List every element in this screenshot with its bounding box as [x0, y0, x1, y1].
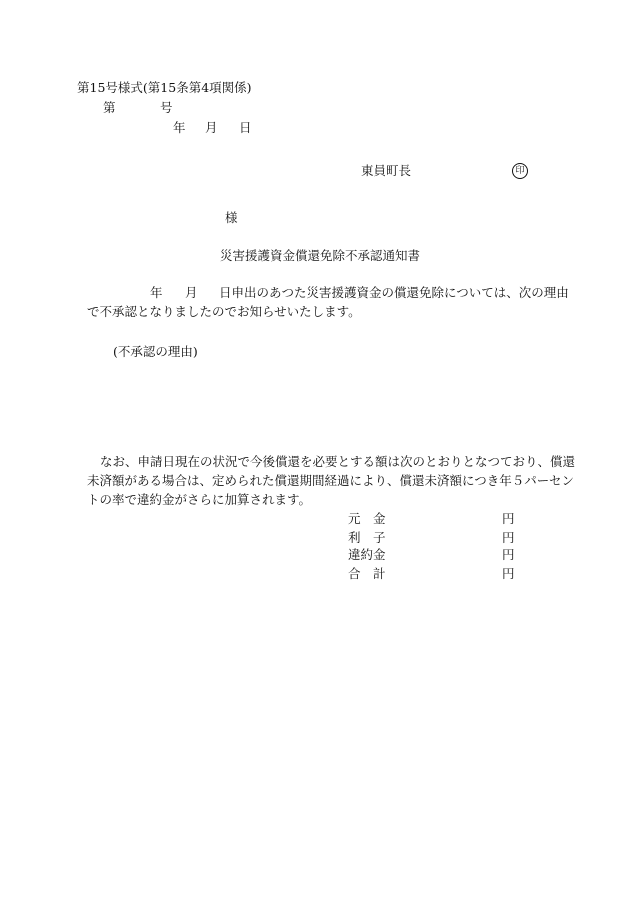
amount-unit-penalty: 円	[502, 547, 515, 562]
amount-unit-interest: 円	[502, 530, 515, 545]
body-line-1: 日申出のあつた災害援護資金の償還免除については、次の理由	[219, 285, 569, 300]
body-line-2: で不承認となりましたのでお知らせいたします。	[87, 304, 361, 319]
amount-unit-principal: 円	[502, 511, 515, 526]
date-year-label: 年	[173, 120, 186, 135]
amount-label-principal: 元 金	[348, 511, 386, 526]
notice-line-3: トの率で違約金がさらに加算されます。	[87, 492, 312, 507]
form-number: 第15号様式(第15条第4項関係)	[77, 80, 252, 95]
reason-label: (不承認の理由)	[113, 344, 198, 359]
addressee-honorific: 様	[225, 210, 238, 225]
amount-unit-total: 円	[502, 566, 515, 581]
body-year-label: 年	[150, 285, 163, 300]
body-month-label: 月	[185, 285, 198, 300]
amount-label-penalty: 違約金	[348, 547, 386, 562]
date-month-label: 月	[205, 120, 218, 135]
sender-title: 東員町長	[361, 163, 412, 178]
document-title: 災害援護資金償還免除不承認通知書	[220, 248, 421, 263]
seal-mark: 印	[512, 163, 528, 179]
notice-line-1: なお、申請日現在の状況で今後償還を必要とする額は次のとおりとなつており、償還	[100, 454, 576, 469]
amount-label-interest: 利 子	[348, 530, 386, 545]
notice-line-2: 未済額がある場合は、定められた償還期間経過により、償還未済額につき年５パーセン	[87, 473, 575, 488]
date-day-label: 日	[239, 120, 252, 135]
amount-label-total: 合 計	[348, 566, 386, 581]
document-number-go: 号	[160, 100, 173, 115]
document-number-dai: 第	[103, 100, 116, 115]
